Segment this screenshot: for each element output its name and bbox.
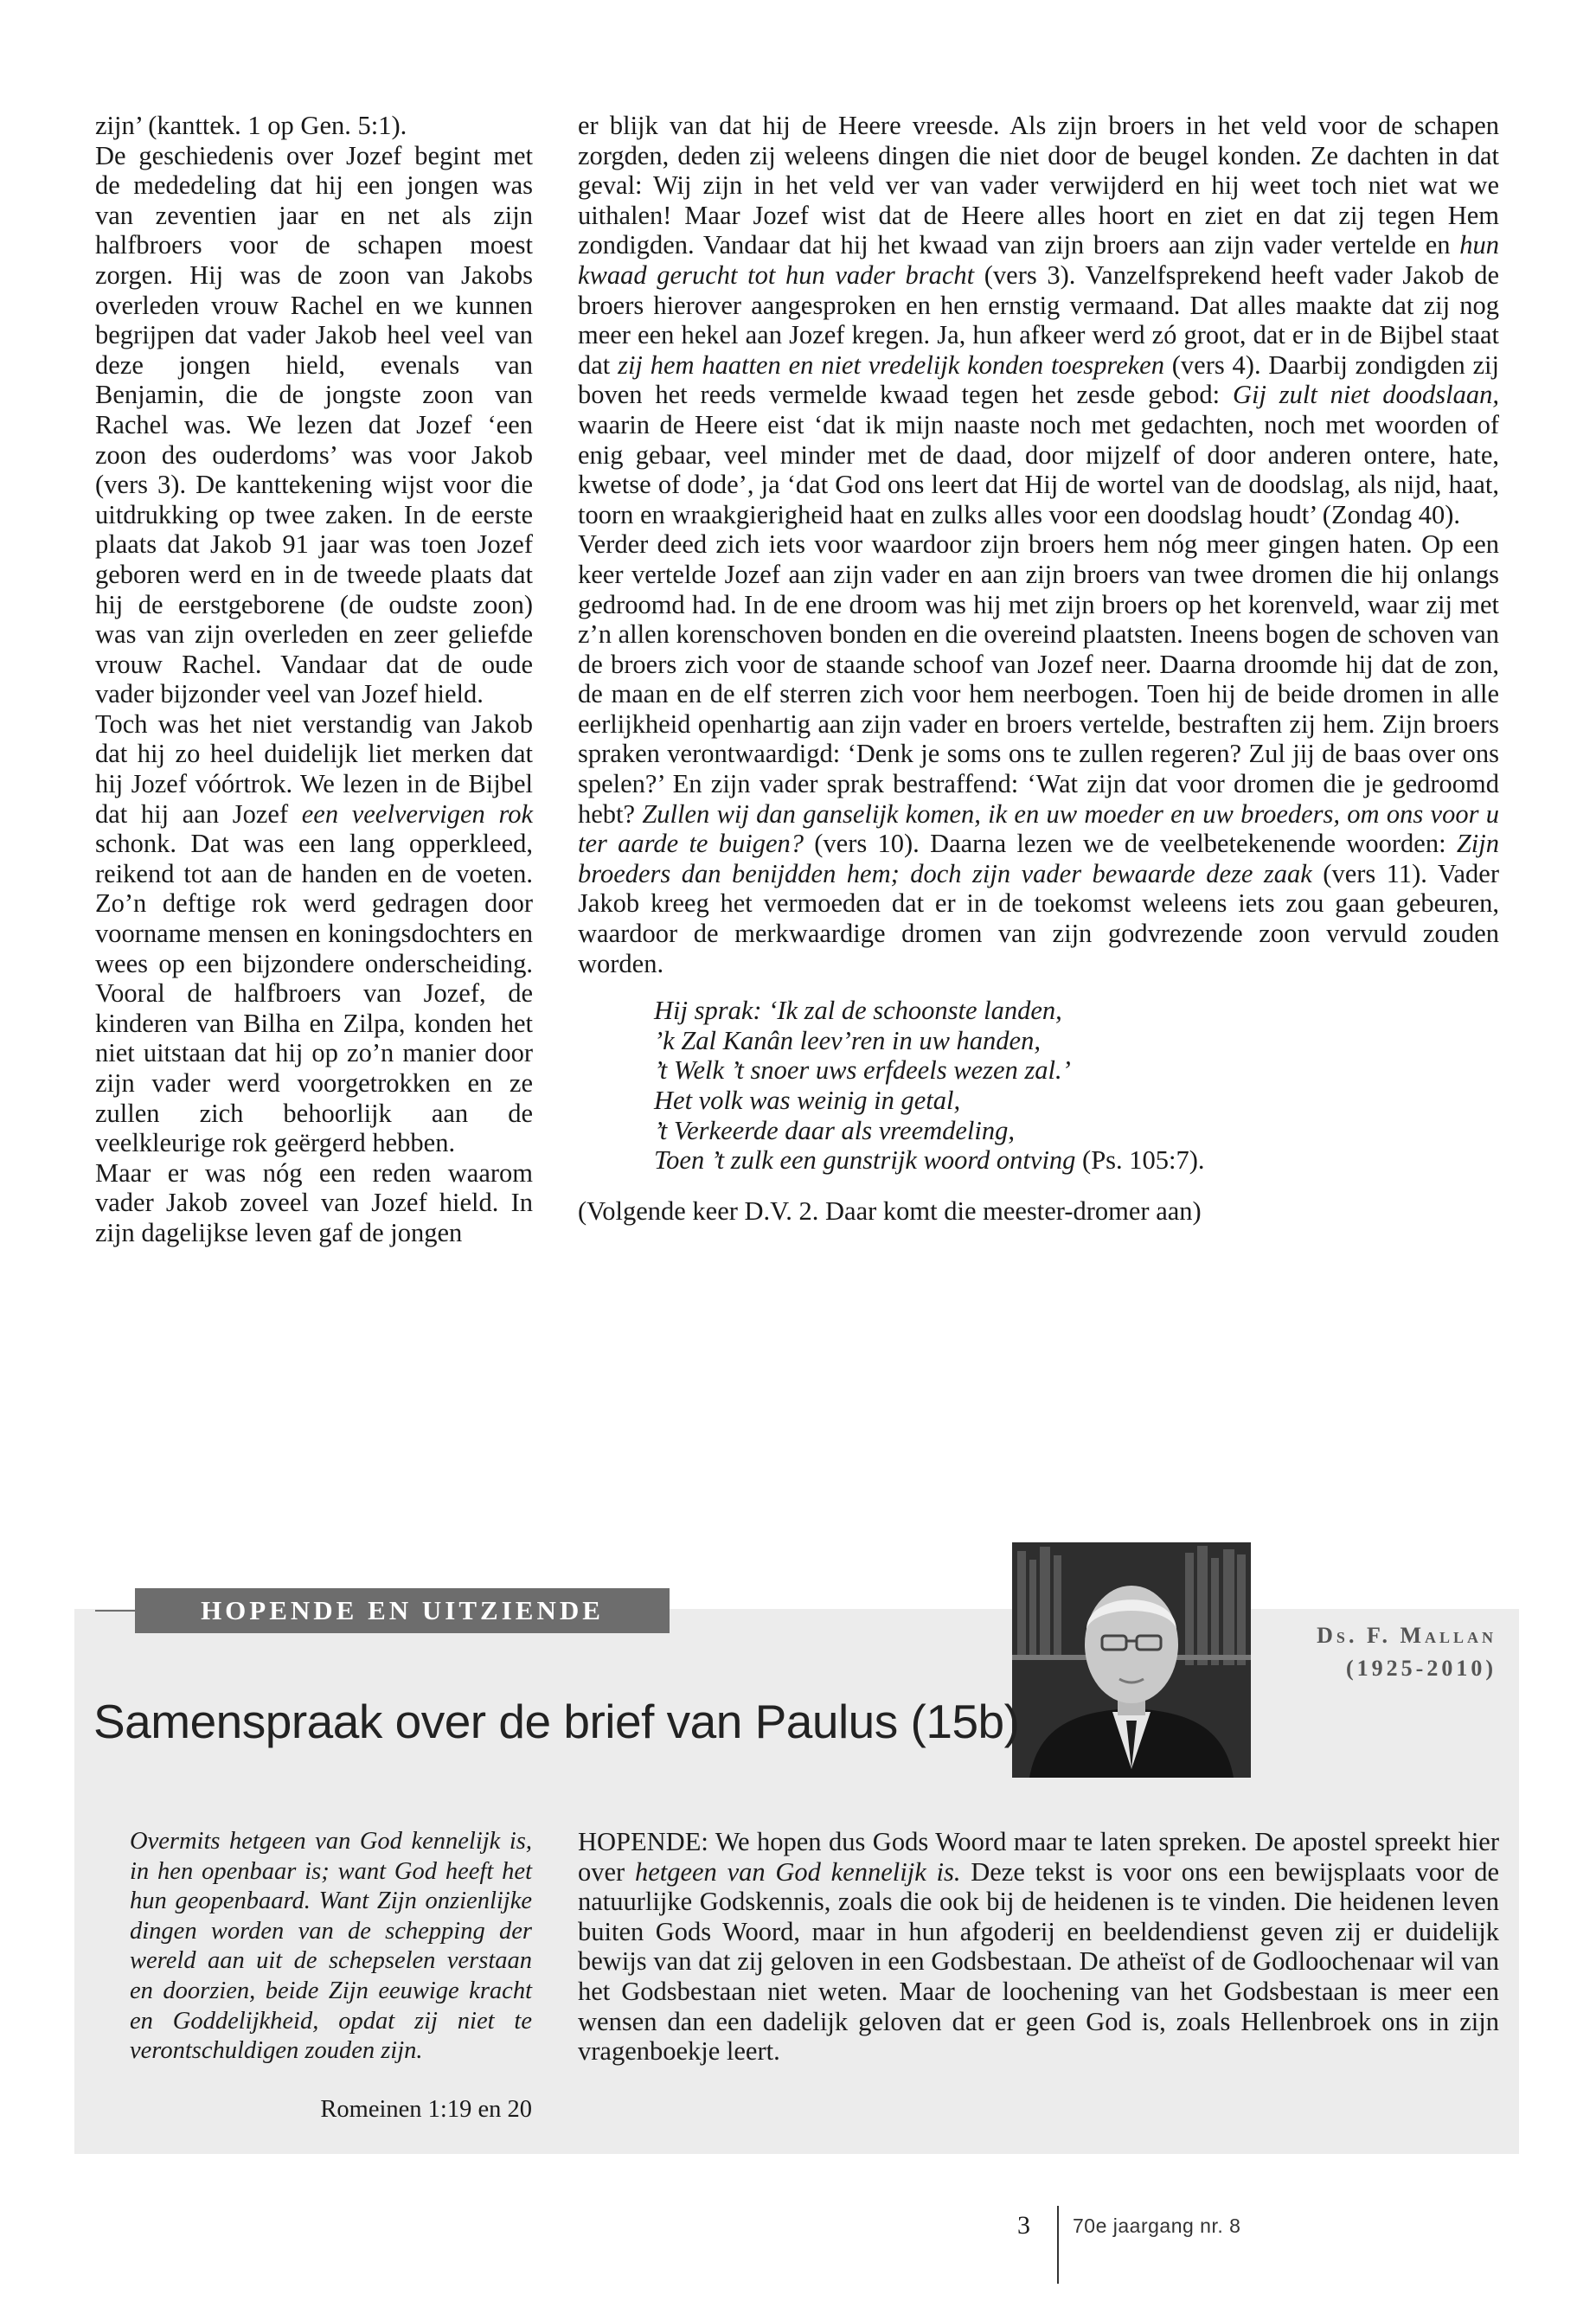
text-run: (vers 11). Vader Jakob kreeg het vermoeden dat er in de toekomst weleens iets zou gaan gebeuren, waardoor de merkwaardige dromen van zijn godvrezende zoon vervuld zouden worden. xyxy=(578,858,1499,978)
scripture-quote: zij hem haatten en niet vredelijk konden toespreken xyxy=(618,349,1164,380)
scripture-quote: Gij zult niet doodslaan, xyxy=(1232,380,1499,410)
text-run: schonk. Dat was een lang opperkleed, reikend tot aan de handen en de voeten. Zo’n deftige rok werd gedragen door voorname mensen en koningsdochters en wees op een bijzondere onderscheiding. Vooral de halfbroers van Jozef, de kinderen van Bilha en Zilpa, konden het niet uitstaan dat hij op zo’n manier door zijn vader werd voorgetrokken en ze zullen zich behoorlijk aan de veelkleurige rok geërgerd hebben. xyxy=(95,829,533,1158)
paragraph xyxy=(578,529,1499,978)
issue-label: 70e jaargang nr. 8 xyxy=(1073,2214,1241,2237)
article-body xyxy=(578,1827,1499,2067)
text-run: waarin de Heere eist ‘dat ik mijn naaste noch met gedachten, noch met woorden of enig gebaar, veel minder met de daad, door mijzelf of door anderen ontere, hate, kwetse of dode’, ja ‘dat God ons leert dat Hij de wortel van de doodslag, als nijd, haat, toorn en wraakgierigheid haat en zulks alles voor een doodslag houdt’ (Zondag 40). xyxy=(578,409,1499,529)
psalm-verse xyxy=(654,996,1499,1176)
footer-divider xyxy=(1057,2206,1059,2284)
text-run: Verder deed zich iets voor waardoor zijn broers hem nóg meer gingen haten. Op een keer vertelde Jozef aan zijn vader en aan zijn broers van twee dromen die hij onlangs gedroomd had. In de ene droom was hij met zijn broers op het korenveld, waar zij met z’n allen korenschoven bonden en die overeind plaatsten. Ineens bogen de schoven van de broers zich voor de staande schoof van Jozef neer. Daarna droomde hij dat de zon, de maan en de elf sterren zich voor hem neerbogen. Toen hij de beide dromen in alle eerlijkheid openhartig aan zijn vader en broers vertelde, bestraften zij hem. Zijn broers spraken verontwaardigd: ‘Denk je soms ons te zullen regeren? Zul jij de baas over ons spelen?’ En zijn vader sprak bestraffend: ‘Wat zijn dat voor dromen die je gedroomd hebt? xyxy=(578,529,1499,829)
paragraph: Maar er was nóg een reden waarom vader Jakob zoveel van Jozef hield. In zijn dagelijkse leven gaf de jongen xyxy=(95,1157,533,1247)
text-run: (vers 4). Daarbij zondigden zij boven het reeds vermelde kwaad tegen het zesde gebod: xyxy=(578,349,1499,410)
scripture-quote-block: Overmits hetgeen van God kennelijk is, in hen openbaar is; want God heeft het hun geopenbaard. Want Zijn onzienlijke dingen worden van de schepping der wereld aan uit de schepselen verstaan en doorzien, beide Zijn eeuwige kracht en Goddelijkheid, opdat zij niet te verontschuldigen zouden zijn. xyxy=(130,1828,532,2065)
paragraph: De geschiedenis over Jozef begint met de mededeling dat hij een jongen was van zeventien jaar en net als zijn halfbroers voor de schapen moest zorgen. Hij was de zoon van Jakobs overleden vrouw Rachel en we kunnen begrijpen dat vader Jakob heel veel van deze jongen hield, evenals van Benjamin, die de jongste zoon van Rachel was. We lezen dat Jozef ‘een zoon des ouderdoms’ was voor Jakob (vers 3). De kanttekening wijst voor die uitdrukking op twee zaken. In de eerste plaats dat Jakob 91 jaar was toen Jozef geboren werd en in de tweede plaats dat hij de eerstgeborene (de oudste zoon) was van zijn overleden en zeer geliefde vrouw Rachel. Vandaar dat de oude vader bijzonder veel van Jozef hield. xyxy=(95,140,533,709)
author-name: Ds. F. Mallan xyxy=(1317,1623,1497,1648)
text-run: Deze tekst is voor ons een bewijsplaats voor de natuurlijke Godskennis, zoals die ook bij de heidenen is te vinden. Die heidenen leven buiten Gods Woord, maar in hun afgoderij en beeldendienst geven zij er duidelijk bewijs van dat zij geloven in een Godsbestaan. De atheïst of de Godloochenaar wil van het Godsbestaan niet weten. Maar de loochening van het Godsbestaan is meer een wensen dan een dadelijk geloven dat er geen God is, zoals Hellenbroek ons in zijn vragenboekje leert. xyxy=(578,1856,1499,2067)
scripture-quote: Zullen wij dan ganselijk komen, ik en uw moeder en uw broeders, om ons voor u ter aarde te buigen? xyxy=(578,798,1499,859)
scripture-reference: Romeinen 1:19 en 20 xyxy=(320,2096,532,2123)
paragraph xyxy=(95,709,533,1158)
section-divider xyxy=(95,1610,135,1612)
author-years: (1925-2010) xyxy=(1346,1656,1497,1681)
psalm-reference: (Ps. 105:7). xyxy=(1075,1145,1205,1176)
text-run: HOPENDE: We hopen dus Gods Woord maar te laten spreken. De apostel spreekt hier over xyxy=(578,1827,1499,1887)
psalm-line: ’k Zal Kanân leev’ren in uw handen, xyxy=(654,1025,1041,1055)
paragraph xyxy=(578,111,1499,529)
paragraph: zijn’ (kanttek. 1 op Gen. 5:1). xyxy=(95,111,407,140)
author-photo xyxy=(1012,1542,1251,1778)
text-run: (vers 3). Vanzelfsprekend heeft vader Jakob de broers hierover aangesproken en hen ernstig vermaand. Dat alles maakte dat zij nog meer een hekel aan Jozef kregen. Ja, hun afkeer werd zó groot, dat er in de Bijbel staat dat xyxy=(578,260,1499,380)
next-episode-note: (Volgende keer D.V. 2. Daar komt die meester-dromer aan) xyxy=(578,1195,1202,1226)
scripture-quote: een veelvervigen rok xyxy=(301,798,533,829)
section-label: HOPENDE EN UITZIENDE xyxy=(201,1595,604,1625)
article-column-left xyxy=(95,111,533,1248)
psalm-line-text: Toen ’t zulk een gunstrijk woord ontving xyxy=(654,1145,1076,1176)
article-title: Samenspraak over de brief van Paulus (15b) xyxy=(93,1695,1020,1748)
scripture-quote: hun kwaad gerucht tot hun vader bracht xyxy=(578,230,1499,290)
scripture-quote: hetgeen van God kennelijk is. xyxy=(634,1856,961,1887)
text-run: Toch was het niet verstandig van Jakob dat hij zo heel duidelijk liet merken dat hij Jozef vóórtrok. We lezen in de Bijbel dat hij aan Jozef xyxy=(95,708,533,829)
text-run: er blijk van dat hij de Heere vreesde. Als zijn broers in het veld voor de schapen zorgden, deden zij weleens dingen die niet door de beugel konden. Ze dachten in dat geval: Wij zijn in het veld ver van vader verwijderd en hij weet toch niet wat we uithalen! Maar Jozef wist dat de Heere alles hoort en ziet en dat zij tegen Hem zondigden. Vandaar dat hij het kwaad van zijn broers aan zijn vader vertelde en xyxy=(578,111,1499,260)
article-column-right xyxy=(578,111,1499,1226)
psalm-line: ’t Welk ’t snoer uws erfdeels wezen zal.’ xyxy=(654,1055,1071,1086)
psalm-line xyxy=(654,1145,1499,1176)
scripture-quote: Zijn broeders dan benijdden hem; doch zijn vader bewaarde deze zaak xyxy=(578,829,1499,888)
text-run: (vers 10). Daarna lezen we de veelbetekenende woorden: xyxy=(804,829,1457,859)
psalm-line: Het volk was weinig in getal, xyxy=(654,1086,961,1115)
page-number: 3 xyxy=(1017,2211,1030,2240)
psalm-line: Hij sprak: ‘Ik zal de schoonste landen, xyxy=(654,996,1062,1026)
psalm-line: ’t Verkeerde daar als vreemdeling, xyxy=(654,1115,1015,1145)
